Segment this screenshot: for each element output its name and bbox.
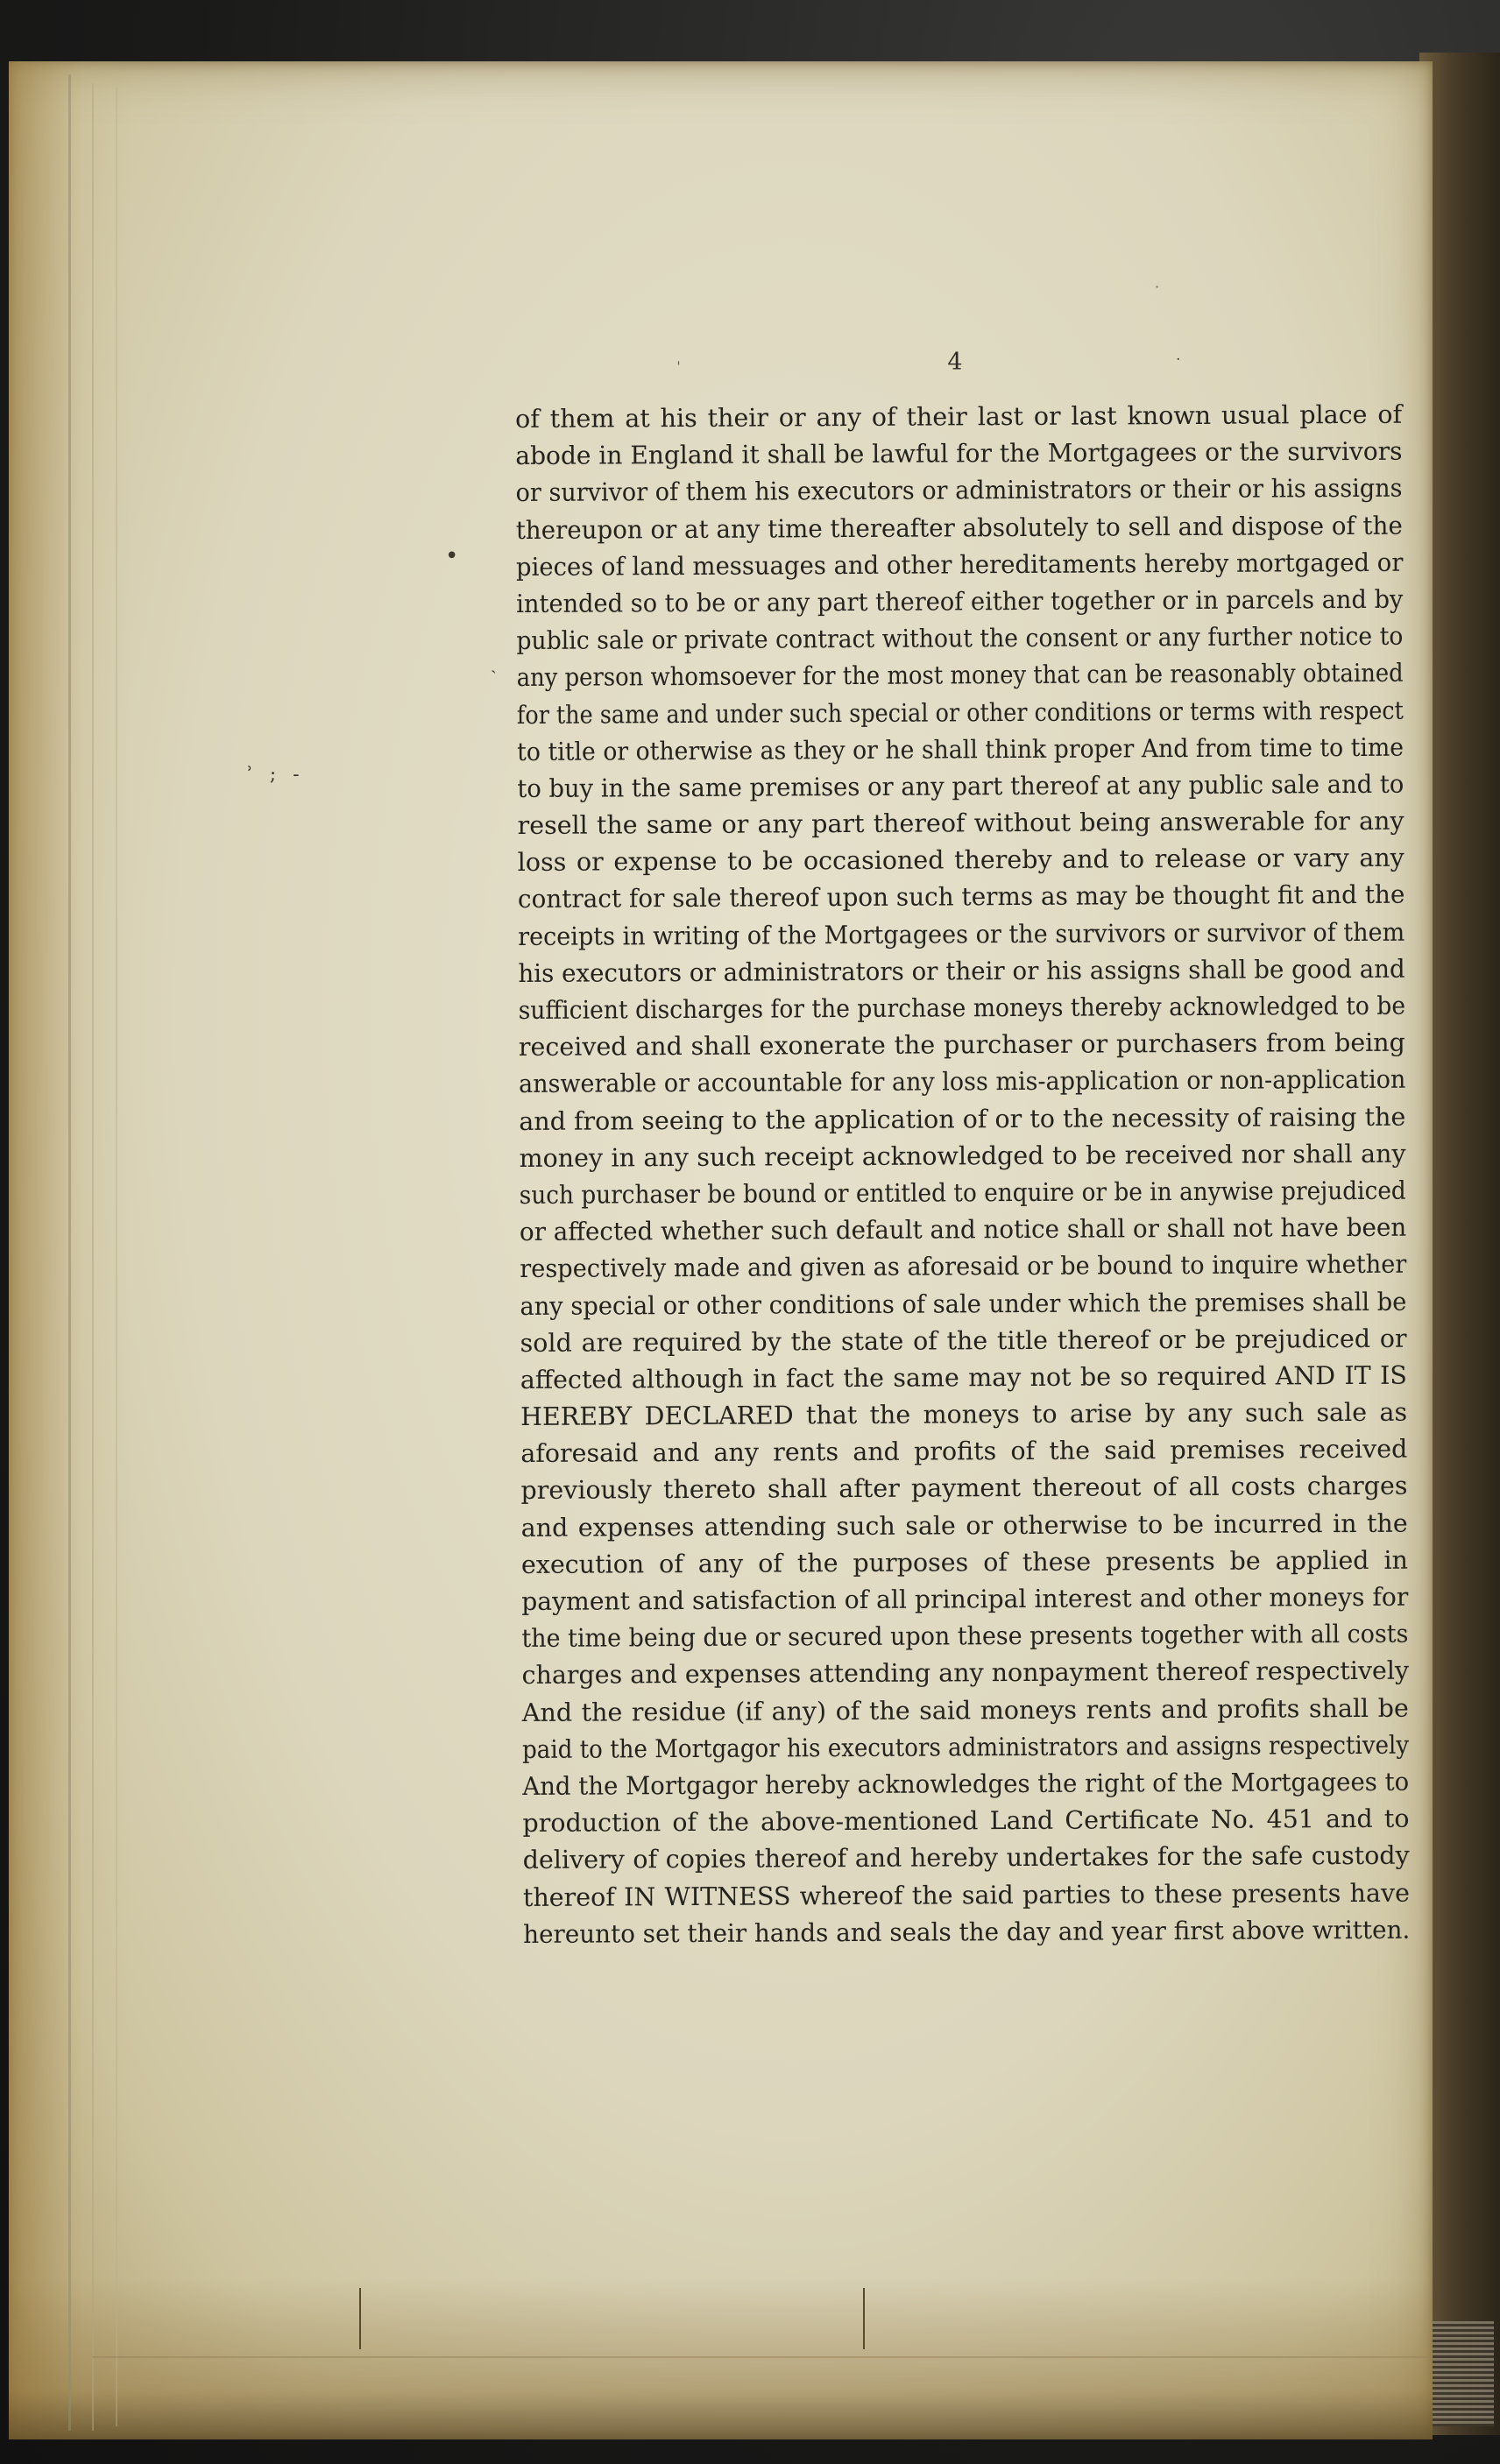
fold-line [68,74,71,2431]
text-line: or affected whether such default and notice shall or shall not have been [519,1212,1407,1247]
text-line: of them at his their or any of their last or last known usual place of [515,399,1403,434]
stray-mark: ˏ [491,653,497,674]
text-line: public sale or private contract without the consent or any further notice to [516,621,1404,656]
text-line: receipts in writing of the Mortgagees or the survivors or survivor of them [518,917,1405,951]
stray-mark: ˈ [676,359,681,378]
text-line: loss or expense to be occasioned thereby and to release or vary any [517,843,1404,878]
text-line: paid to the Mortgagor his executors administrators and assigns respectively [521,1730,1410,1764]
paper-tear [359,2288,361,2349]
fold-line [116,88,117,2426]
text-line: execution of any of the purposes of these presents be applied in [520,1545,1409,1579]
text-line: any person whomsoever for the most money that can be reasonably obtained [516,659,1404,693]
text-line: intended so to be or any part thereof either together or in parcels and by [516,584,1404,618]
text-line: sold are required by the state of the title thereof or be prejudiced or [520,1324,1407,1358]
text-line: or survivor of them his executors or administrators or their or his assigns [515,474,1403,508]
text-line: abode in England it shall be lawful for the Mortgagees or the survivors [515,436,1403,471]
stray-mark: · [1176,350,1181,369]
page-number: 4 [947,349,963,376]
text-line: received and shall exonerate the purchaser or purchasers from being [518,1027,1405,1063]
text-line: affected although in fact the same may not be so required AND IT IS [520,1360,1407,1394]
text-line: charges and expenses attending any nonpayment thereof respectively [521,1656,1410,1691]
text-line: HEREBY DECLARED that the moneys to arise by any such sale as [520,1397,1408,1432]
text-line: the time being due or secured upon these presents together with all costs [521,1619,1409,1654]
text-line: such purchaser be bound or entitled to enquire or be in anywise prejudiced [519,1176,1406,1210]
fold-line [92,83,94,2431]
deed-body-text [515,397,1410,1953]
text-line: respectively made and given as aforesaid or be bound to inquire whether [520,1249,1407,1284]
text-line: his executors or administrators or their or his assigns shall be good and [518,954,1405,988]
text-line: pieces of land messuages and other hereditaments hereby mortgaged or [515,547,1404,582]
text-line: delivery of copies thereof and hereby undertakes for the safe custody [522,1840,1410,1875]
stray-mark: • [445,543,459,569]
text-line: payment and satisfaction of all principal interest and other moneys for [521,1582,1409,1616]
text-line: thereof IN WITNESS whereof the said parties to these presents have [522,1878,1411,1912]
text-line: aforesaid and any rents and profits of the said premises received [520,1434,1408,1469]
text-line: to buy in the same premises or any part thereof at any public sale and to [517,769,1404,803]
text-line: to title or otherwise as they or he shall think proper And from time to time [517,732,1404,766]
paper-tear [863,2288,865,2349]
text-line: resell the same or any part thereof without being answerable for any [517,806,1404,841]
fold-line [92,2356,1433,2358]
text-line: thereupon or at any time thereafter absolutely to sell and dispose of the [515,511,1403,545]
stray-mark: ʾ ; - [247,764,305,786]
text-line: previously thereto shall after payment thereout of all costs charges [520,1472,1408,1506]
text-line: and expenses attending such sale or otherwise to be incurred in the [520,1508,1408,1543]
stray-mark: · [1155,279,1160,295]
text-line: for the same and under such special or other conditions or terms with respect [516,695,1404,730]
text-line: And the residue (if any) of the said moneys rents and profits shall be [521,1693,1409,1727]
text-line: hereunto set their hands and seals the day and year first above written. [523,1915,1411,1949]
text-line: production of the above-mentioned Land Certificate No. 451 and to [522,1804,1410,1839]
text-line: answerable or accountable for any loss mis-application or non-application [518,1065,1406,1099]
page-stack-edge [1424,2321,1494,2426]
text-line: any special or other conditions of sale under which the premises shall be [520,1287,1407,1321]
text-line: And the Mortgagor hereby acknowledges the right of the Mortgagees to [522,1767,1410,1801]
text-line: and from seeing to the application of or to the necessity of raising the [519,1102,1406,1136]
text-line: sufficient discharges for the purchase moneys thereby acknowledged to be [518,991,1406,1025]
text-line: money in any such receipt acknowledged to be received nor shall any [519,1139,1406,1173]
page-bottom-stain [9,2277,1433,2439]
text-line: contract for sale thereof upon such terms as may be thought fit and the [517,880,1405,914]
